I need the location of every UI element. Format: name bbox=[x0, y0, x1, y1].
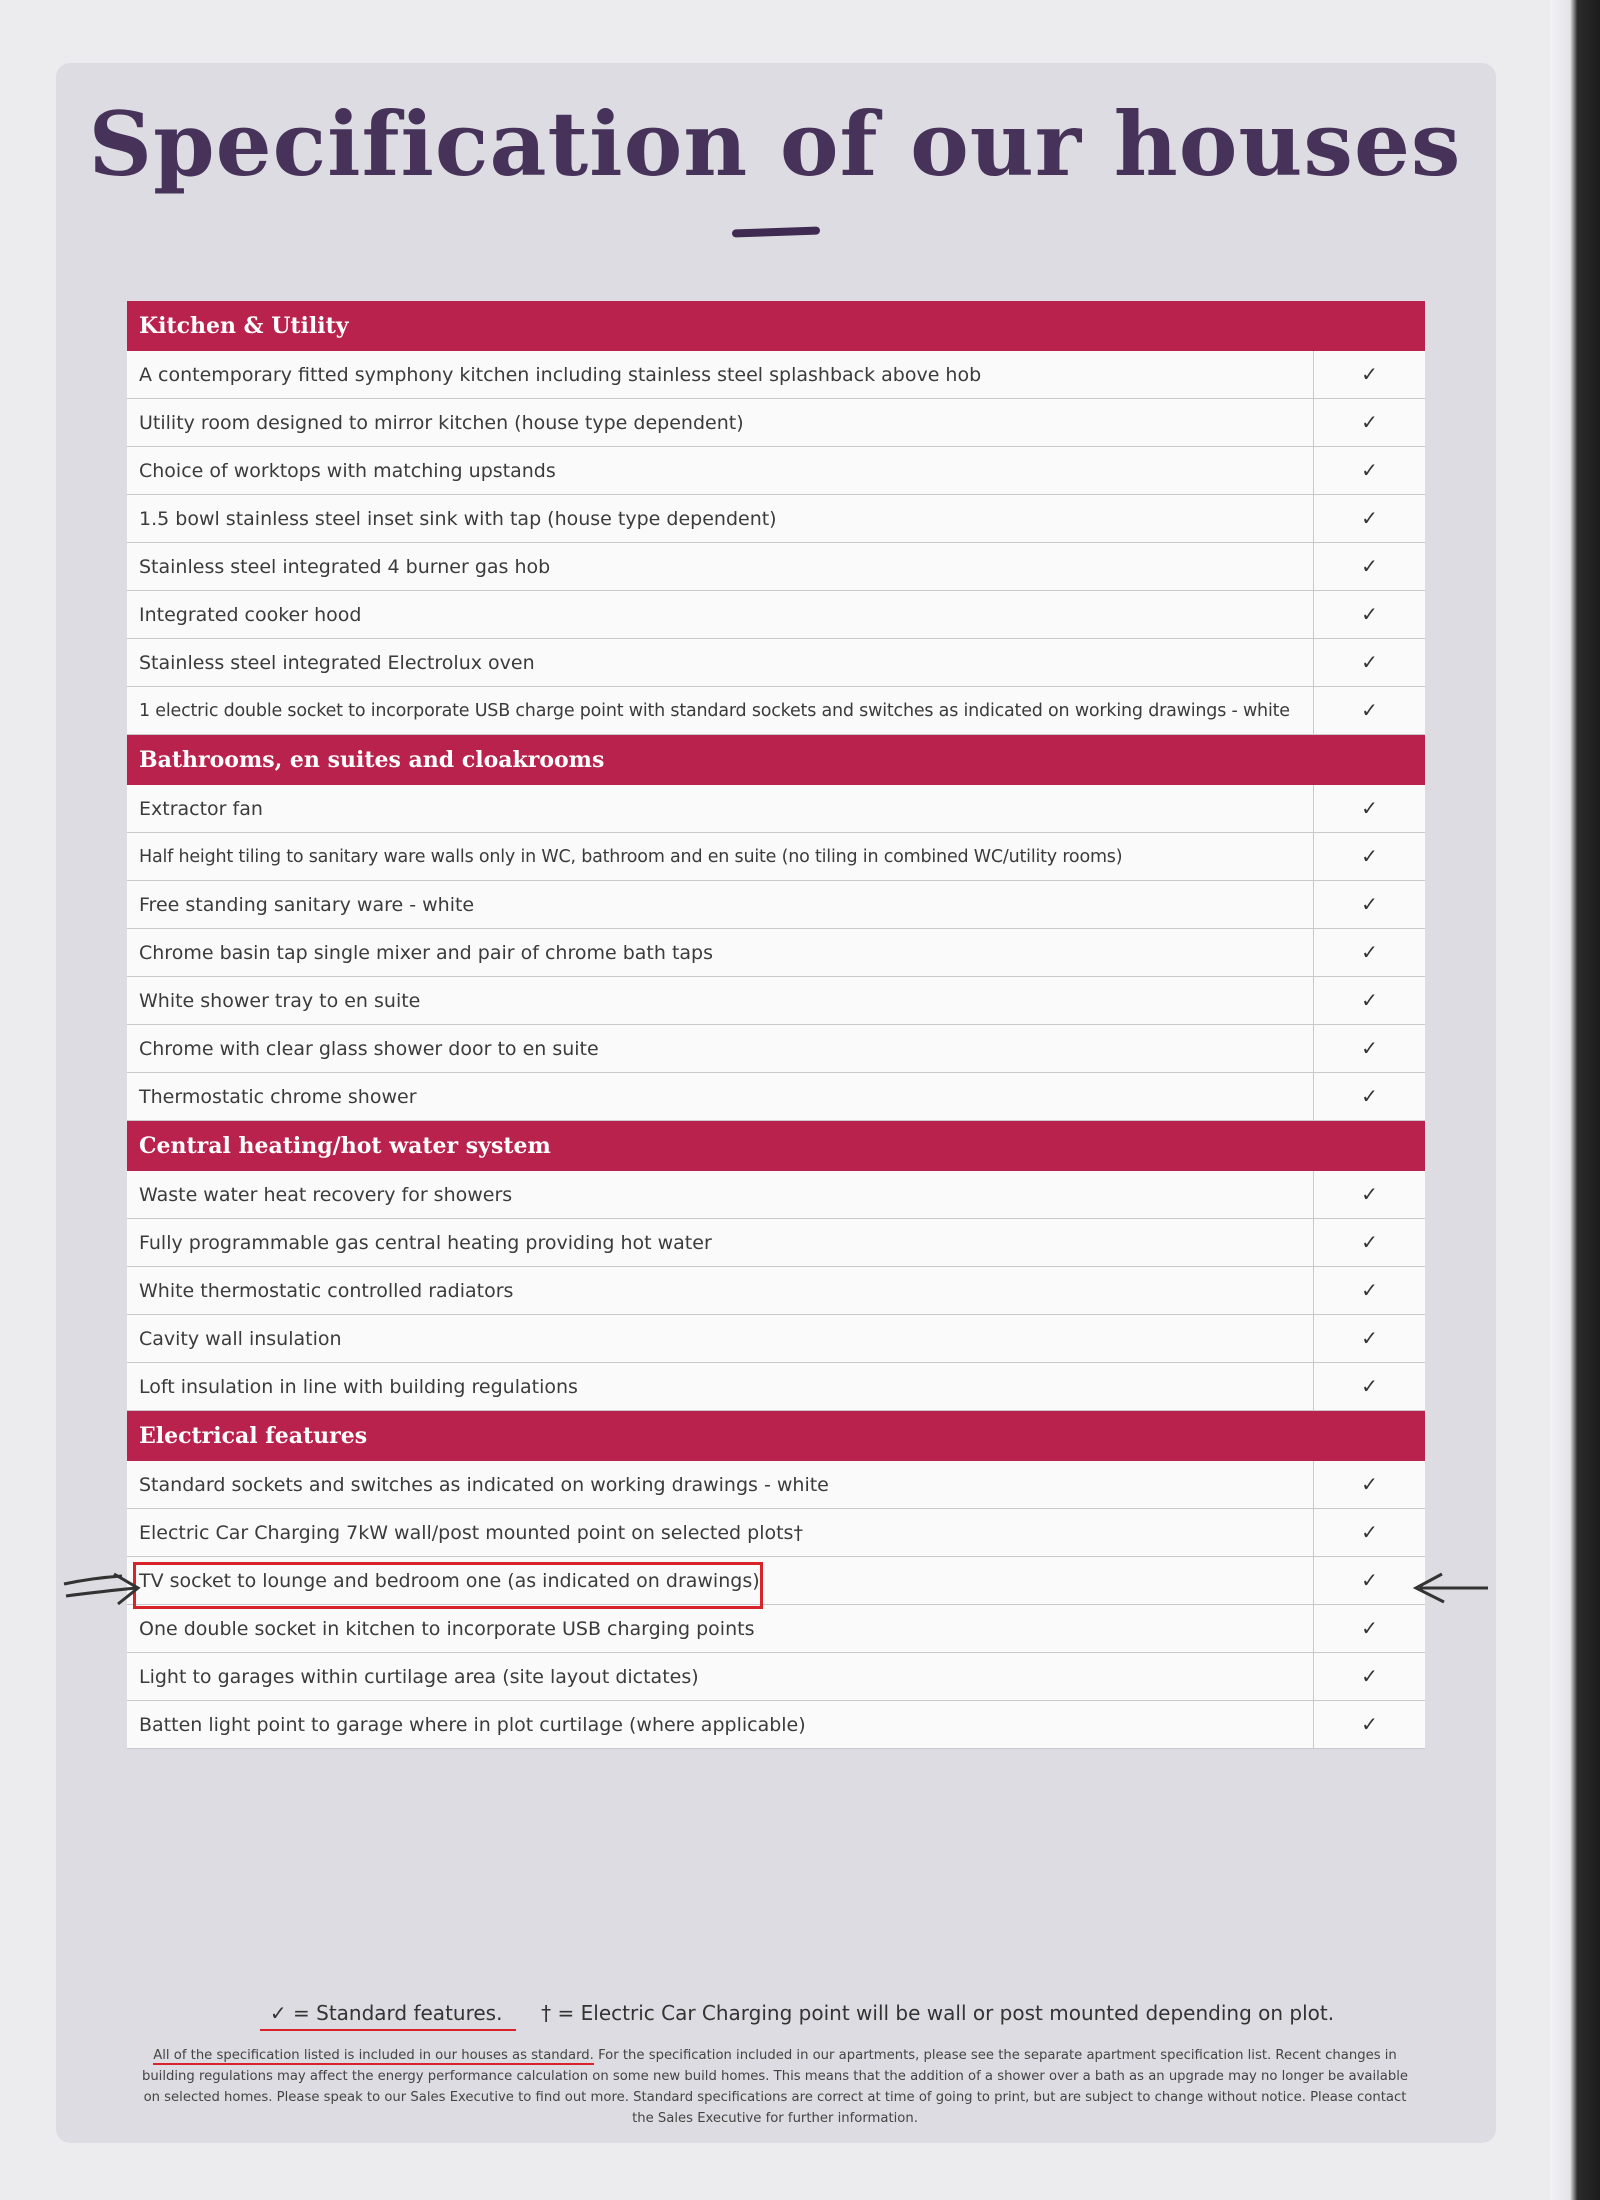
spec-row bbox=[127, 1509, 1425, 1557]
checkmark-icon: ✓ bbox=[1361, 602, 1378, 626]
spec-item-text: Light to garages within curtilage area (site layout dictates) bbox=[127, 1653, 1314, 1700]
spec-row bbox=[127, 543, 1425, 591]
legend-standard: ✓ = Standard features. bbox=[266, 2001, 507, 2025]
legend bbox=[0, 2001, 1600, 2025]
checkmark-icon: ✓ bbox=[1361, 1472, 1378, 1496]
spec-item-text: One double socket in kitchen to incorporate USB charging points bbox=[127, 1605, 1314, 1652]
spec-row bbox=[127, 1219, 1425, 1267]
checkmark-icon: ✓ bbox=[1361, 410, 1378, 434]
highlight-annotation-box bbox=[133, 1562, 763, 1609]
spec-row bbox=[127, 833, 1425, 881]
spec-item-text: Chrome basin tap single mixer and pair of chrome bath taps bbox=[127, 929, 1314, 976]
fineprint-underlined: All of the specification listed is included in our houses as standard. bbox=[153, 2048, 594, 2063]
spec-row bbox=[127, 1025, 1425, 1073]
spec-item-text: A contemporary fitted symphony kitchen including stainless steel splashback above hob bbox=[127, 351, 1314, 398]
checkmark-icon: ✓ bbox=[1361, 362, 1378, 386]
checkmark-icon: ✓ bbox=[1361, 1568, 1378, 1592]
spec-row bbox=[127, 1171, 1425, 1219]
spec-row bbox=[127, 447, 1425, 495]
section-header: Kitchen & Utility bbox=[127, 301, 1425, 351]
spec-item-text: Chrome with clear glass shower door to en suite bbox=[127, 1025, 1314, 1072]
spec-row bbox=[127, 785, 1425, 833]
arrow-right-icon bbox=[62, 1572, 142, 1612]
checkmark-icon: ✓ bbox=[1361, 1036, 1378, 1060]
checkmark-icon: ✓ bbox=[1361, 1326, 1378, 1350]
fineprint-rest: For the specification included in our apartments, please see the separate apartment specification list. Recent changes in building regulations may affect the energy performance calculation on some new build homes. This means that the addition of a shower over a bath as an upgrade may no longer be available on selected homes. Please speak to our Sales Executive to find out more. Standard specifications are correct at time of going to print, but are subject to change without notice. Please contact the Sales Executive for further information. bbox=[141, 2048, 1409, 2126]
spec-item-text: Batten light point to garage where in plot curtilage (where applicable) bbox=[127, 1701, 1314, 1748]
arrow-left-icon bbox=[1412, 1572, 1492, 1612]
spec-row bbox=[127, 687, 1425, 735]
spec-item-text: Electric Car Charging 7kW wall/post mounted point on selected plots† bbox=[127, 1509, 1314, 1556]
spec-row bbox=[127, 881, 1425, 929]
page-edge-shadow bbox=[1550, 0, 1600, 2200]
section-header: Bathrooms, en suites and cloakrooms bbox=[127, 735, 1425, 785]
spec-item-text: Cavity wall insulation bbox=[127, 1315, 1314, 1362]
spec-item-text: Waste water heat recovery for showers bbox=[127, 1171, 1314, 1218]
spec-row bbox=[127, 1267, 1425, 1315]
checkmark-icon: ✓ bbox=[1361, 1520, 1378, 1544]
section-header: Electrical features bbox=[127, 1411, 1425, 1461]
checkmark-icon: ✓ bbox=[1361, 796, 1378, 820]
spec-item-text: Standard sockets and switches as indicated on working drawings - white bbox=[127, 1461, 1314, 1508]
checkmark-icon: ✓ bbox=[1361, 940, 1378, 964]
checkmark-icon: ✓ bbox=[1361, 698, 1378, 722]
spec-item-text: Free standing sanitary ware - white bbox=[127, 881, 1314, 928]
spec-item-text: 1.5 bowl stainless steel inset sink with tap (house type dependent) bbox=[127, 495, 1314, 542]
spec-row bbox=[127, 639, 1425, 687]
spec-item-text: Integrated cooker hood bbox=[127, 591, 1314, 638]
spec-item-text: White shower tray to en suite bbox=[127, 977, 1314, 1024]
spec-row bbox=[127, 1653, 1425, 1701]
checkmark-icon: ✓ bbox=[1361, 988, 1378, 1012]
checkmark-icon: ✓ bbox=[1361, 1230, 1378, 1254]
checkmark-icon: ✓ bbox=[1361, 892, 1378, 916]
checkmark-icon: ✓ bbox=[1361, 844, 1378, 868]
spec-item-text: Half height tiling to sanitary ware walls only in WC, bathroom and en suite (no tiling in combined WC/utility rooms) bbox=[127, 833, 1314, 880]
checkmark-icon: ✓ bbox=[1361, 1374, 1378, 1398]
spec-item-text: Utility room designed to mirror kitchen (house type dependent) bbox=[127, 399, 1314, 446]
spec-item-text: 1 electric double socket to incorporate USB charge point with standard sockets and switches as indicated on working drawings - white bbox=[127, 687, 1314, 734]
spec-item-text: Choice of worktops with matching upstands bbox=[127, 447, 1314, 494]
checkmark-icon: ✓ bbox=[1361, 458, 1378, 482]
spec-row bbox=[127, 591, 1425, 639]
spec-item-text: TV socket to lounge and bedroom one (as indicated on drawings) bbox=[127, 1557, 1314, 1604]
spec-row bbox=[127, 1701, 1425, 1749]
spec-item-text: Loft insulation in line with building regulations bbox=[127, 1363, 1314, 1410]
spec-item-text: Stainless steel integrated Electrolux oven bbox=[127, 639, 1314, 686]
checkmark-icon: ✓ bbox=[1361, 650, 1378, 674]
spec-row bbox=[127, 1315, 1425, 1363]
section-header: Central heating/hot water system bbox=[127, 1121, 1425, 1171]
legend-dagger: † = Electric Car Charging point will be wall or post mounted depending on plot. bbox=[541, 2001, 1335, 2025]
spec-row bbox=[127, 399, 1425, 447]
checkmark-icon: ✓ bbox=[1361, 1278, 1378, 1302]
checkmark-icon: ✓ bbox=[1361, 1712, 1378, 1736]
checkmark-icon: ✓ bbox=[1361, 1084, 1378, 1108]
fineprint bbox=[140, 2045, 1410, 2129]
spec-row bbox=[127, 1461, 1425, 1509]
checkmark-icon: ✓ bbox=[1361, 554, 1378, 578]
spec-row bbox=[127, 1605, 1425, 1653]
spec-row bbox=[127, 929, 1425, 977]
checkmark-icon: ✓ bbox=[1361, 1182, 1378, 1206]
spec-item-text: Stainless steel integrated 4 burner gas hob bbox=[127, 543, 1314, 590]
checkmark-icon: ✓ bbox=[1361, 506, 1378, 530]
spec-table bbox=[127, 301, 1425, 1749]
page-title: Specification of our houses bbox=[88, 92, 1462, 196]
spec-row bbox=[127, 977, 1425, 1025]
spec-row bbox=[127, 495, 1425, 543]
checkmark-icon: ✓ bbox=[1361, 1664, 1378, 1688]
spec-item-text: Extractor fan bbox=[127, 785, 1314, 832]
spec-item-text: Thermostatic chrome shower bbox=[127, 1073, 1314, 1120]
spec-item-text: Fully programmable gas central heating providing hot water bbox=[127, 1219, 1314, 1266]
spec-row bbox=[127, 351, 1425, 399]
spec-item-text: White thermostatic controlled radiators bbox=[127, 1267, 1314, 1314]
spec-row bbox=[127, 1073, 1425, 1121]
spec-row bbox=[127, 1363, 1425, 1411]
checkmark-icon: ✓ bbox=[1361, 1616, 1378, 1640]
